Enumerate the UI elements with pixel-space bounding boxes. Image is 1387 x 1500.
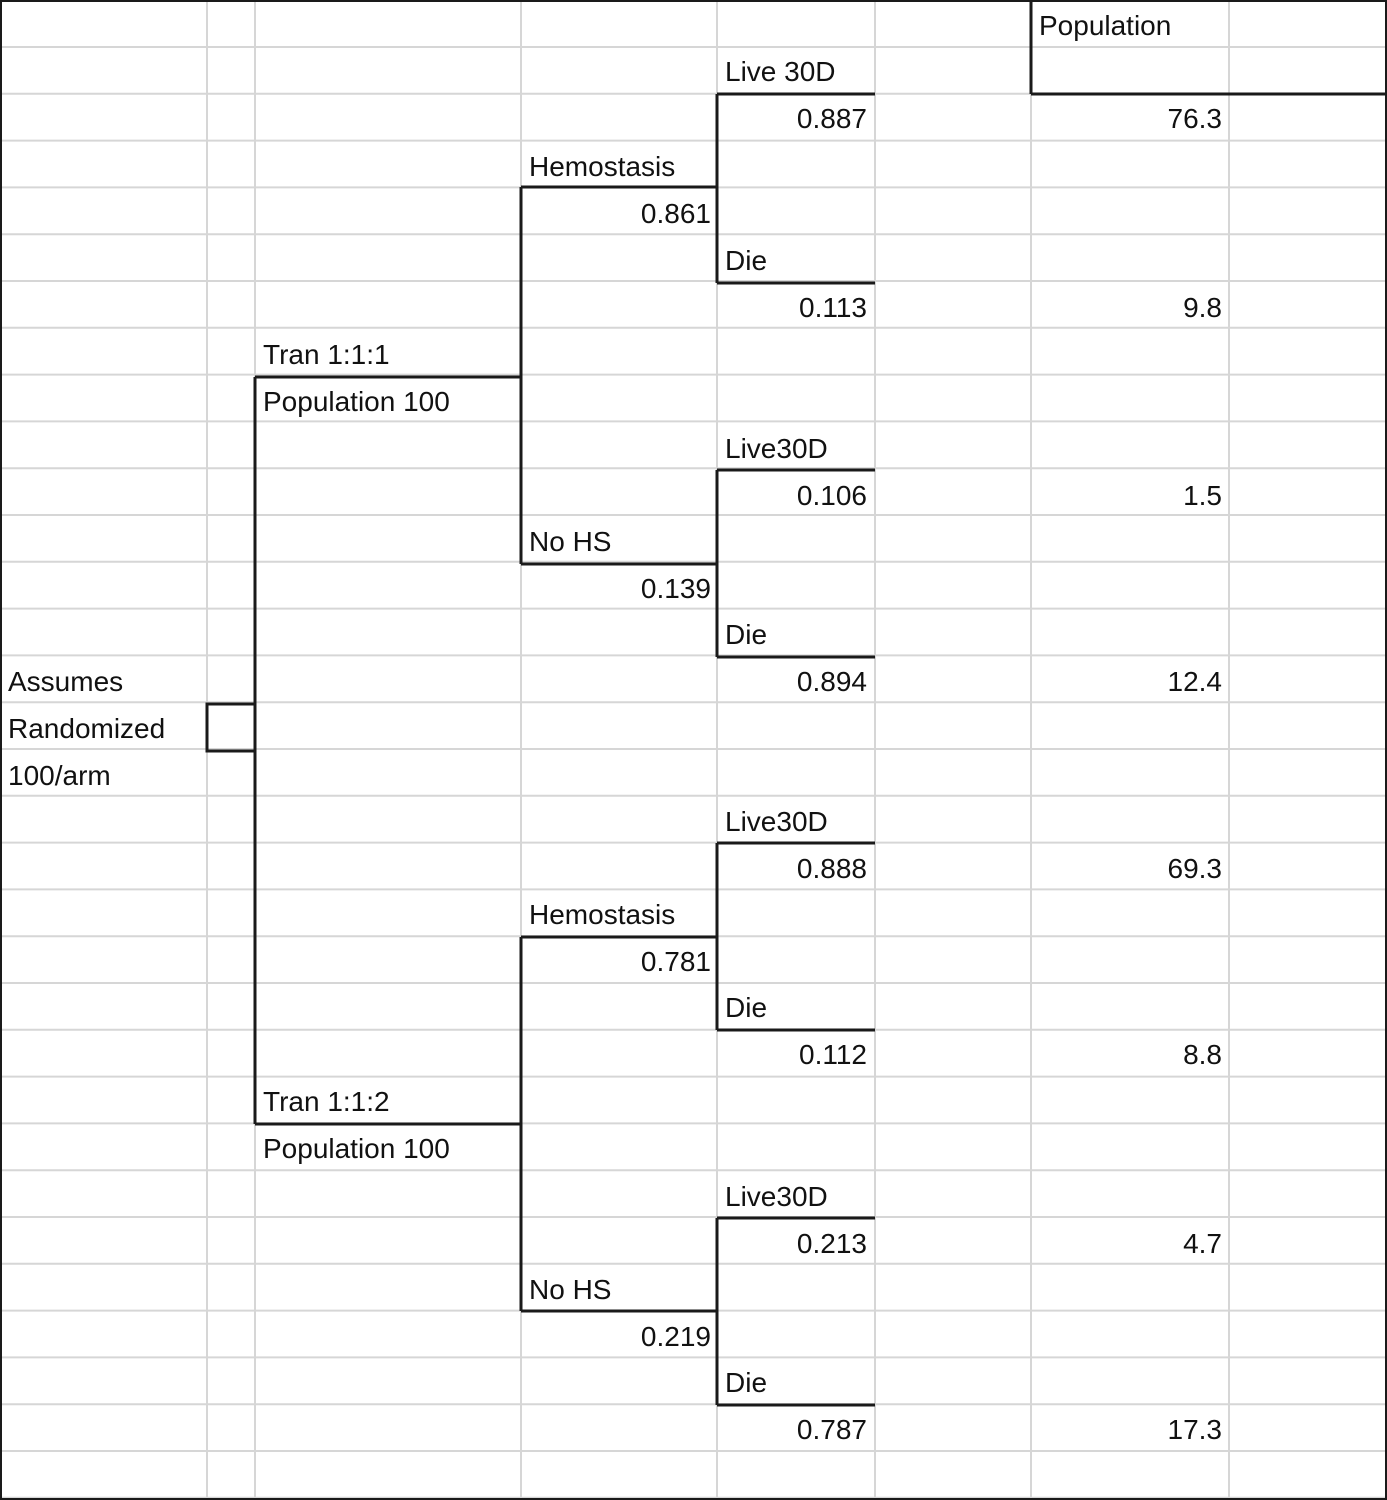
arm-1-branch-2-outcome-1-prob[interactable]: 0.106	[796, 480, 867, 511]
arm-1-branch-2-outcome-1-label[interactable]: Live30D	[725, 433, 828, 464]
arm-1-branch-1-outcome-1-population[interactable]: 76.3	[1167, 103, 1222, 134]
arm-2-branch-2-outcome-2-prob[interactable]: 0.787	[796, 1414, 867, 1445]
arm-2-name[interactable]: Tran 1:1:2	[263, 1086, 390, 1117]
arm-1-branch-1-prob[interactable]: 0.861	[640, 198, 711, 229]
arm-2-branch-1-label[interactable]: Hemostasis	[529, 899, 676, 930]
arm-2-branch-1-outcome-1-label[interactable]: Live30D	[725, 806, 828, 837]
arm-1-branch-2-outcome-2-population[interactable]: 12.4	[1167, 666, 1222, 697]
arm-1-branch-1-outcome-2-population[interactable]: 9.8	[1183, 292, 1222, 323]
arm-1-branch-2-outcome-2-label[interactable]: Die	[725, 619, 768, 650]
root-decision-node	[207, 704, 255, 751]
arm-1-branch-1-outcome-2-prob[interactable]: 0.113	[799, 292, 867, 323]
root-label-line-1[interactable]: Assumes	[8, 666, 124, 697]
arm-1-branch-1-label[interactable]: Hemostasis	[529, 151, 676, 182]
arm-2-branch-2-prob[interactable]: 0.219	[640, 1321, 711, 1352]
arm-2-branch-1-outcome-1-population[interactable]: 69.3	[1167, 853, 1222, 884]
arm-2-branch-1-prob[interactable]: 0.781	[640, 946, 711, 977]
arm-2-branch-1-outcome-1-prob[interactable]: 0.888	[796, 853, 867, 884]
root-label-line-3[interactable]: 100/arm	[8, 760, 111, 791]
arm-2-branch-1-outcome-2-population[interactable]: 8.8	[1183, 1039, 1222, 1070]
arm-2-branch-2-label[interactable]: No HS	[529, 1274, 612, 1305]
arm-2-branch-1-outcome-2-prob[interactable]: 0.112	[799, 1039, 867, 1070]
arm-1-population[interactable]: Population 100	[263, 386, 450, 417]
arm-1-branch-2-label[interactable]: No HS	[529, 526, 612, 557]
root-label-line-2[interactable]: Randomized	[8, 713, 166, 744]
arm-2-branch-1-outcome-2-label[interactable]: Die	[725, 992, 768, 1023]
arm-1-branch-2-outcome-2-prob[interactable]: 0.894	[796, 666, 867, 697]
arm-2-branch-2-outcome-2-label[interactable]: Die	[725, 1367, 768, 1398]
arm-1-branch-1-outcome-1-label[interactable]: Live 30D	[725, 56, 836, 87]
population-column-header[interactable]: Population	[1039, 10, 1172, 41]
arm-2-branch-2-outcome-2-population[interactable]: 17.3	[1167, 1414, 1222, 1445]
arm-2-branch-2-outcome-1-population[interactable]: 4.7	[1183, 1228, 1222, 1259]
arm-1-branch-2-outcome-1-population[interactable]: 1.5	[1183, 480, 1222, 511]
arm-2-population[interactable]: Population 100	[263, 1133, 450, 1164]
arm-1-branch-1-outcome-2-label[interactable]: Die	[725, 245, 768, 276]
arm-1-branch-1-outcome-1-prob[interactable]: 0.887	[796, 103, 867, 134]
arm-1-branch-2-prob[interactable]: 0.139	[640, 573, 711, 604]
arm-2-branch-2-outcome-1-label[interactable]: Live30D	[725, 1181, 828, 1212]
arm-2-branch-2-outcome-1-prob[interactable]: 0.213	[796, 1228, 867, 1259]
arm-1-name[interactable]: Tran 1:1:1	[263, 339, 390, 370]
